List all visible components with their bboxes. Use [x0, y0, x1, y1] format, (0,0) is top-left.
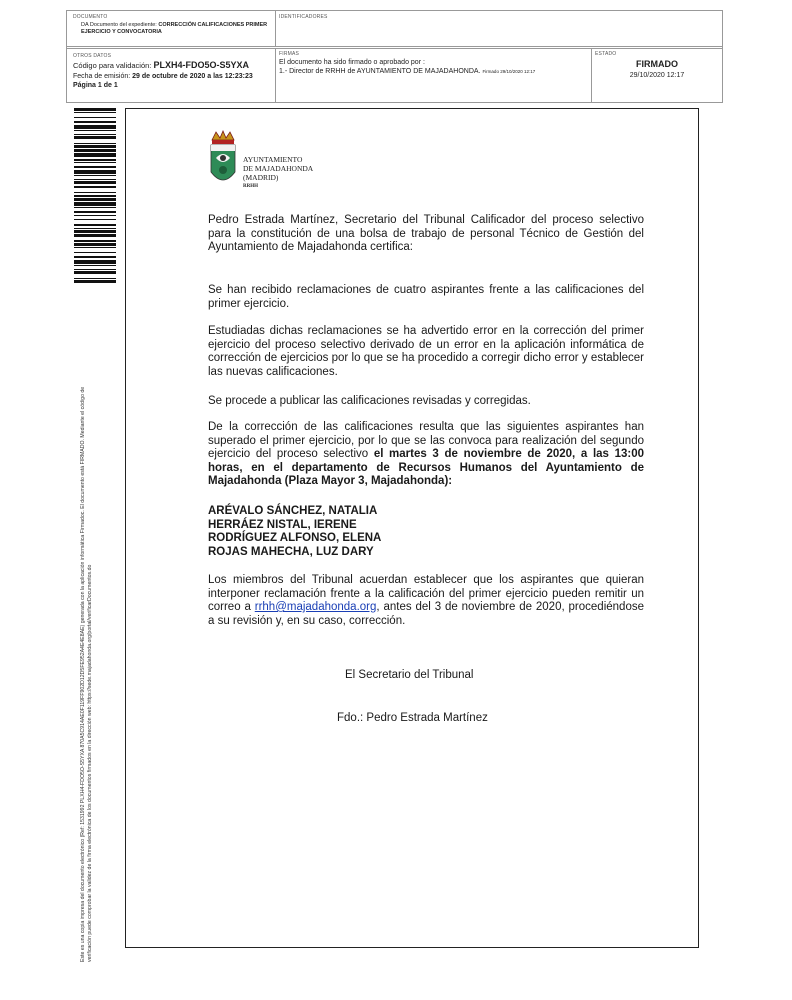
estado-date: 29/10/2020 12:17: [629, 72, 685, 79]
identificadores-caption: IDENTIFICADORES: [279, 14, 328, 20]
firmas-line1: El documento ha sido firmado o aprobado por :: [279, 59, 425, 66]
email-link[interactable]: rrhh@majadahonda.org: [254, 601, 377, 613]
list-item: ROJAS MAHECHA, LUZ DARY: [208, 545, 374, 558]
barcode: [74, 108, 116, 283]
documento-caption: DOCUMENTO: [73, 14, 108, 20]
firmas-line2: 1.- Director de RRHH de AYUNTAMIENTO DE MAJADAHONDA. Firmado 29/10/2020 12:17: [279, 68, 536, 75]
paragraph-reclamacion: Los miembros del Tribunal acuerdan establecer que los aspirantes que quieran interponer reclamación frente a la calificación del primer ejercicio pueden remitir un correo a rrhh@majadahonda.org, antes del 3 de noviembre de 2020, procediéndose a su revisión y, en su caso, corrección.: [208, 574, 644, 627]
logo-text: AYUNTAMIENTO DE MAJADAHONDA (MADRID) RRHH: [243, 155, 314, 189]
emission-date: Fecha de emisión: 29 de octubre de 2020 a las 12:23:23: [73, 73, 253, 80]
signature-title: El Secretario del Tribunal: [345, 669, 474, 681]
paragraph-publicar: Se procede a publicar las calificaciones revisadas y corregidas.: [208, 395, 531, 407]
verification-sidetext: Este es una copia impresa del documento electrónico (Ref: 1531992 PLXH4-FDO5O-S5YXA 870A5C914AE0F119FF902D12D5FE952A4E4E8AE) generada con la aplicación informática Firmadoc. El documento está FIRMADO. Mediante el código de verificación puede comprobar la validez de la firma electrónica de los documentos firmados en la dirección web: https://sede.majadahonda.org/portal/verificarDocumentos.do: [80, 386, 93, 962]
firmas-caption: FIRMAS: [279, 51, 300, 57]
paragraph-reclamaciones: Se han recibido reclamaciones de cuatro aspirantes frente a las calificaciones del primer ejercicio.: [208, 284, 644, 310]
document-header: [66, 10, 723, 103]
otros-datos-caption: OTROS DATOS: [73, 53, 112, 59]
validation-code: Código para validación: PLXH4-FDO5O-S5YXA: [73, 60, 250, 70]
documento-title: DA Documento del expediente: CORRECCIÓN CALIFICACIONES PRIMER EJERCICIO Y CONVOCATORIA: [81, 22, 268, 35]
candidate-list: [208, 505, 644, 559]
list-item: RODRÍGUEZ ALFONSO, ELENA: [208, 532, 382, 544]
coat-of-arms-logo: [206, 130, 240, 192]
estado-value: FIRMADO: [636, 59, 678, 69]
list-item: ARÉVALO SÁNCHEZ, NATALIA: [208, 505, 378, 517]
paragraph-intro: Pedro Estrada Martínez, Secretario del Tribunal Calificador del proceso selectivo para la constitución de una bolsa de trabajo de personal Técnico de Gestión del Ayuntamiento de Majadahonda certifica:: [208, 214, 644, 253]
paragraph-estudiadas: Estudiadas dichas reclamaciones se ha advertido error en la corrección del primer ejercicio del proceso selectivo derivado de un error en la aplicación informática de corrección de ejercicios por lo que se ha procedido a corregir dicho error y establecer las nuevas calificaciones.: [208, 325, 644, 378]
page-count: Página 1 de 1: [73, 82, 118, 89]
signature-name: Fdo.: Pedro Estrada Martínez: [337, 712, 488, 724]
estado-caption: ESTADO: [595, 51, 617, 57]
paragraph-convocatoria: De la corrección de las calificaciones resulta que las siguientes aspirantes han superado el primer ejercicio, por lo que se las convoca para realización del segundo ejercicio del proceso selectivo el martes 3 de noviembre de 2020, a las 13:00 horas, en el departamento de Recursos Humanos del Ayuntamiento de Majadahonda (Plaza Mayor 3, Majadahonda):: [208, 421, 644, 487]
list-item: HERRÁEZ NISTAL, IERENE: [208, 518, 357, 531]
